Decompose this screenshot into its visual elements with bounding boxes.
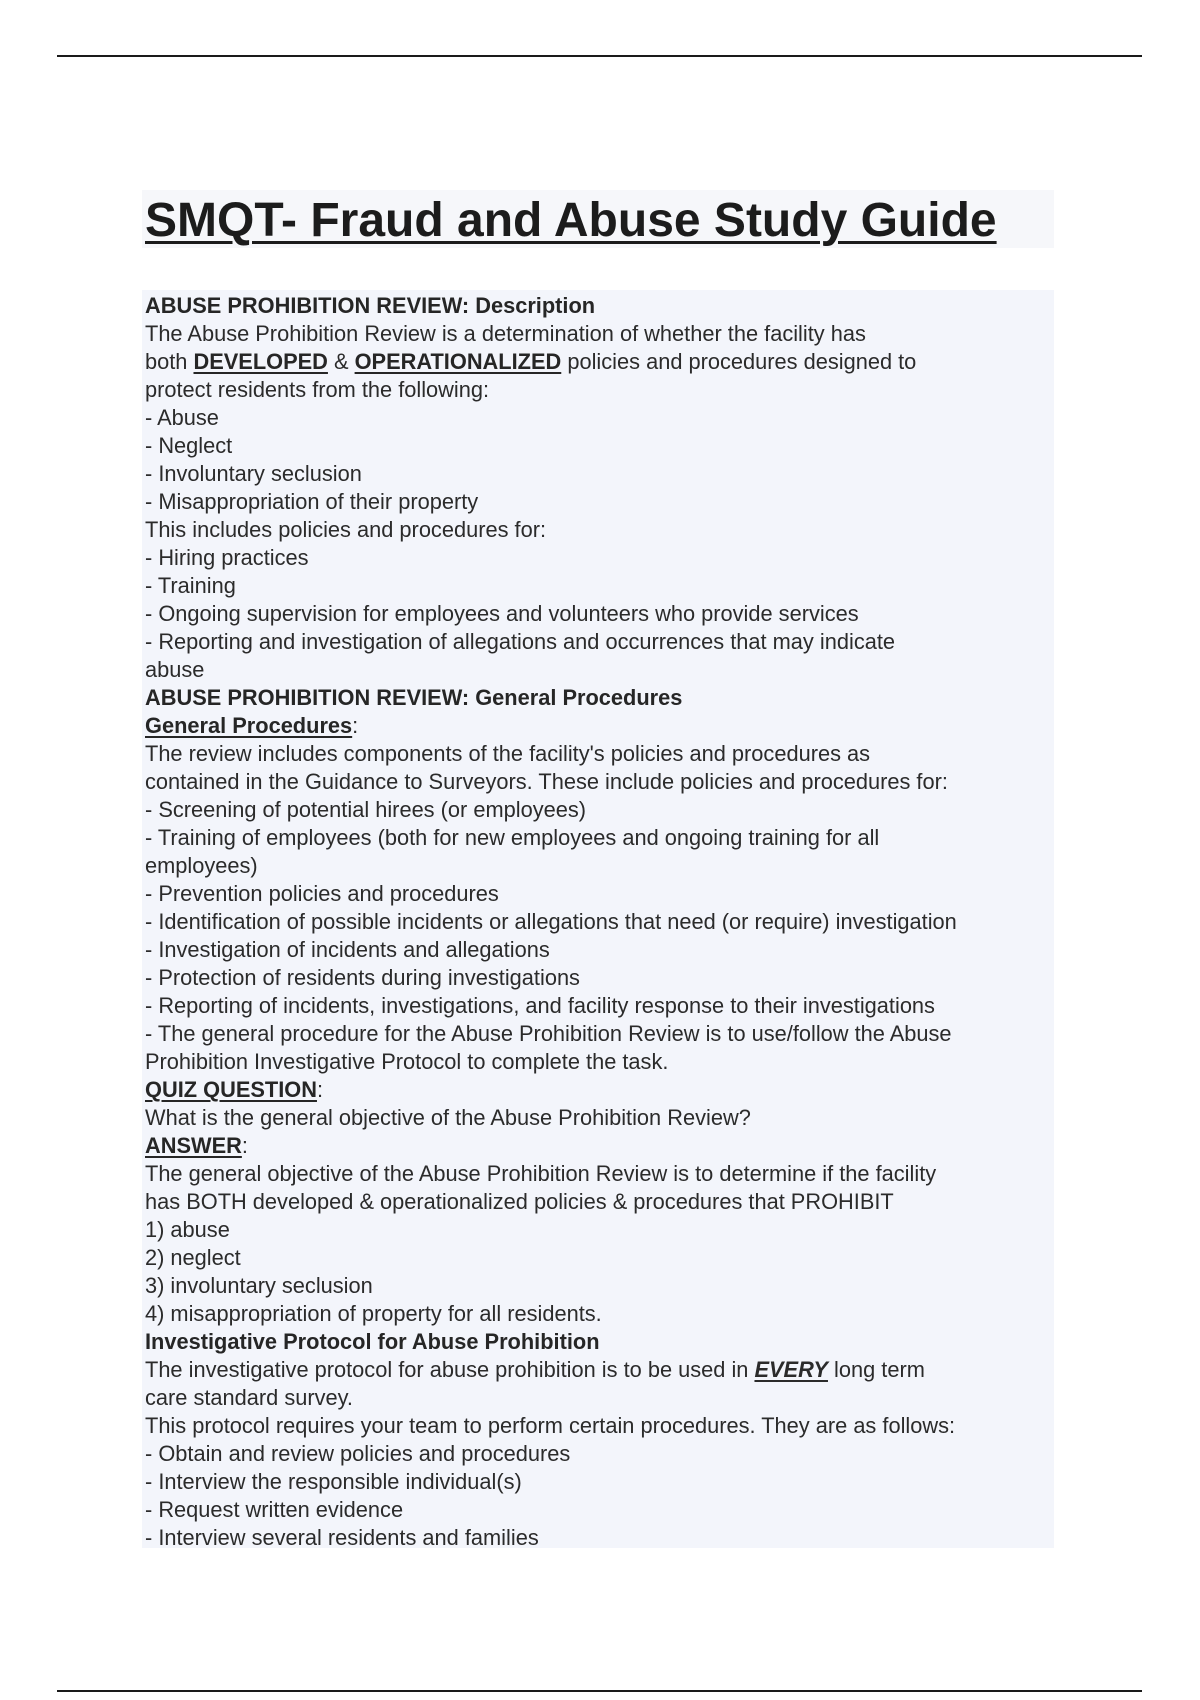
paragraph-line: protect residents from the following: <box>145 377 490 402</box>
answer-line: 3) involuntary seclusion <box>145 1273 373 1298</box>
answer-label: ANSWER <box>145 1133 242 1158</box>
text-run: both <box>145 349 194 374</box>
answer-line: 1) abuse <box>145 1217 230 1242</box>
answer-line: The general objective of the Abuse Prohibition Review is to determine if the facility <box>145 1161 937 1186</box>
text-run: policies and procedures designed to <box>561 349 917 374</box>
paragraph-line: This protocol requires your team to perform certain procedures. They are as follows: <box>145 1413 956 1438</box>
list-item: - Abuse <box>145 405 219 430</box>
document-title: SMQT- Fraud and Abuse Study Guide <box>145 194 997 247</box>
section-heading-general-procedures: ABUSE PROHIBITION REVIEW: General Procedures <box>145 685 683 710</box>
list-item: - Neglect <box>145 433 233 458</box>
document-body <box>142 290 1054 1548</box>
answer-label-line: ANSWER: <box>145 1133 248 1158</box>
emphasis-operationalized: OPERATIONALIZED <box>354 349 562 374</box>
text-run: The investigative protocol for abuse prohibition is to be used in <box>145 1357 755 1382</box>
list-item: - Reporting and investigation of allegations and occurrences that may indicate <box>145 629 896 654</box>
list-item: Prohibition Investigative Protocol to complete the task. <box>145 1049 669 1074</box>
answer-line: 2) neglect <box>145 1245 241 1270</box>
paragraph-line: contained in the Guidance to Surveyors. These include policies and procedures for: <box>145 769 948 794</box>
list-item: - Obtain and review policies and procedures <box>145 1441 571 1466</box>
list-item: - Prevention policies and procedures <box>145 881 499 906</box>
quiz-label-line: QUIZ QUESTION: <box>145 1077 324 1102</box>
list-item: - Ongoing supervision for employees and volunteers who provide services <box>145 601 859 626</box>
list-item: - Hiring practices <box>145 545 309 570</box>
paragraph-line: care standard survey. <box>145 1385 353 1410</box>
section-heading-investigative-protocol: Investigative Protocol for Abuse Prohibition <box>145 1329 600 1354</box>
list-item: - Interview the responsible individual(s) <box>145 1469 522 1494</box>
paragraph-line <box>145 348 1051 376</box>
top-rule <box>57 55 1142 57</box>
quiz-question: What is the general objective of the Abuse Prohibition Review? <box>145 1105 751 1130</box>
list-item: - Request written evidence <box>145 1497 404 1522</box>
list-item: - Involuntary seclusion <box>145 461 362 486</box>
bottom-rule <box>57 1690 1142 1692</box>
list-item: - Reporting of incidents, investigations, and facility response to their investigations <box>145 993 935 1018</box>
section-heading-description: ABUSE PROHIBITION REVIEW: Description <box>145 293 596 318</box>
list-item: - Training of employees (both for new employees and ongoing training for all <box>145 825 880 850</box>
list-item: - The general procedure for the Abuse Prohibition Review is to use/follow the Abuse <box>145 1021 952 1046</box>
subheading-line: General Procedures: <box>145 713 359 738</box>
paragraph-line: The Abuse Prohibition Review is a determination of whether the facility has <box>145 321 866 346</box>
answer-line: has BOTH developed & operationalized policies & procedures that PROHIBIT <box>145 1189 894 1214</box>
paragraph-line <box>145 1356 1051 1384</box>
subheading-general-procedures: General Procedures <box>145 713 353 738</box>
emphasis-every: EVERY <box>754 1357 828 1382</box>
text-run: & <box>327 349 355 374</box>
answer-line: 4) misappropriation of property for all residents. <box>145 1301 602 1326</box>
quiz-question-label: QUIZ QUESTION <box>145 1077 317 1102</box>
list-item: - Investigation of incidents and allegations <box>145 937 550 962</box>
text-run: long term <box>827 1357 925 1382</box>
paragraph-line: The review includes components of the facility's policies and procedures as <box>145 741 871 766</box>
list-item: - Interview several residents and families <box>145 1525 539 1550</box>
list-item: employees) <box>145 853 258 878</box>
emphasis-developed: DEVELOPED <box>193 349 328 374</box>
list-item: - Training <box>145 573 236 598</box>
list-item: - Misappropriation of their property <box>145 489 479 514</box>
paragraph-line: abuse <box>145 657 205 682</box>
list-item: - Protection of residents during investigations <box>145 965 580 990</box>
paragraph-line: This includes policies and procedures for: <box>145 517 547 542</box>
list-item: - Identification of possible incidents or allegations that need (or require) investigation <box>145 909 957 934</box>
list-item: - Screening of potential hirees (or employees) <box>145 797 587 822</box>
